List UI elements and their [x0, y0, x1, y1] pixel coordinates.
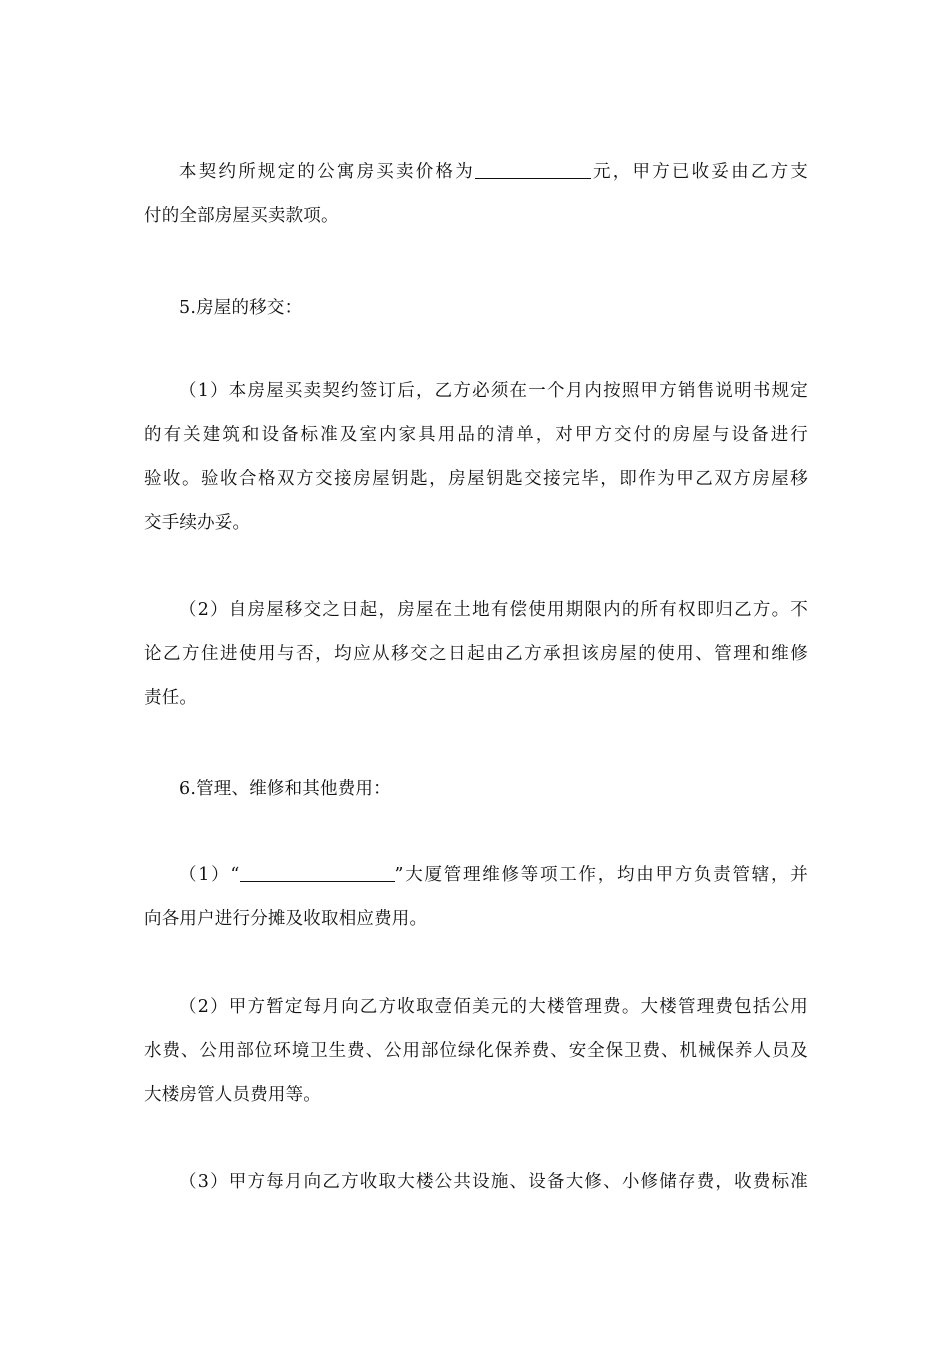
text-segment: （1）“ [179, 865, 240, 885]
text-line [144, 853, 808, 897]
paragraph-6-2 [144, 985, 808, 1117]
text-line: （2）自房屋移交之日起，房屋在土地有偿使用期限内的所有权即归乙方。不 [179, 600, 808, 620]
text-line: 大楼房管人员费用等。 [144, 1085, 321, 1105]
text-line: （2）甲方暂定每月向乙方收取壹佰美元的大楼管理费。大楼管理费包括公用 [179, 997, 808, 1017]
paragraph-5-2 [144, 588, 808, 720]
paragraph-price [144, 150, 808, 238]
building-name-blank [240, 863, 395, 882]
paragraph-6-3 [144, 1160, 808, 1204]
text-line: 交手续办妥。 [144, 513, 251, 533]
text-line: 5.房屋的移交： [179, 298, 303, 318]
paragraph-6-1 [144, 853, 808, 941]
price-blank [475, 160, 591, 179]
text-line: 的有关建筑和设备标准及室内家具用品的清单，对甲方交付的房屋与设备进行 [144, 425, 808, 445]
text-line [144, 150, 808, 194]
text-line: 6.管理、维修和其他费用： [179, 779, 391, 799]
text-line: 责任。 [144, 688, 198, 708]
paragraph-5-1 [144, 369, 808, 545]
text-segment: ”大厦管理维修等项工作，均由甲方负责管辖，并 [394, 865, 808, 885]
text-line: （3）甲方每月向乙方收取大楼公共设施、设备大修、小修储存费，收费标准 [179, 1172, 808, 1192]
section-heading-5 [144, 286, 808, 330]
text-line: 验收。验收合格双方交接房屋钥匙，房屋钥匙交接完毕，即作为甲乙双方房屋移 [144, 469, 808, 489]
text-line: 论乙方住进使用与否，均应从移交之日起由乙方承担该房屋的使用、管理和维修 [144, 644, 808, 664]
text-line: 付的全部房屋买卖款项。 [144, 206, 339, 226]
text-line: 向各用户进行分摊及收取相应费用。 [144, 909, 428, 929]
text-line: （1）本房屋买卖契约签订后，乙方必须在一个月内按照甲方销售说明书规定 [179, 381, 808, 401]
text-line: 水费、公用部位环境卫生费、公用部位绿化保养费、安全保卫费、机械保养人员及 [144, 1041, 808, 1061]
text-segment: 本契约所规定的公寓房买卖价格为 [179, 162, 475, 182]
text-segment: 元，甲方已收妥由乙方支 [590, 162, 808, 182]
section-heading-6 [144, 767, 808, 811]
